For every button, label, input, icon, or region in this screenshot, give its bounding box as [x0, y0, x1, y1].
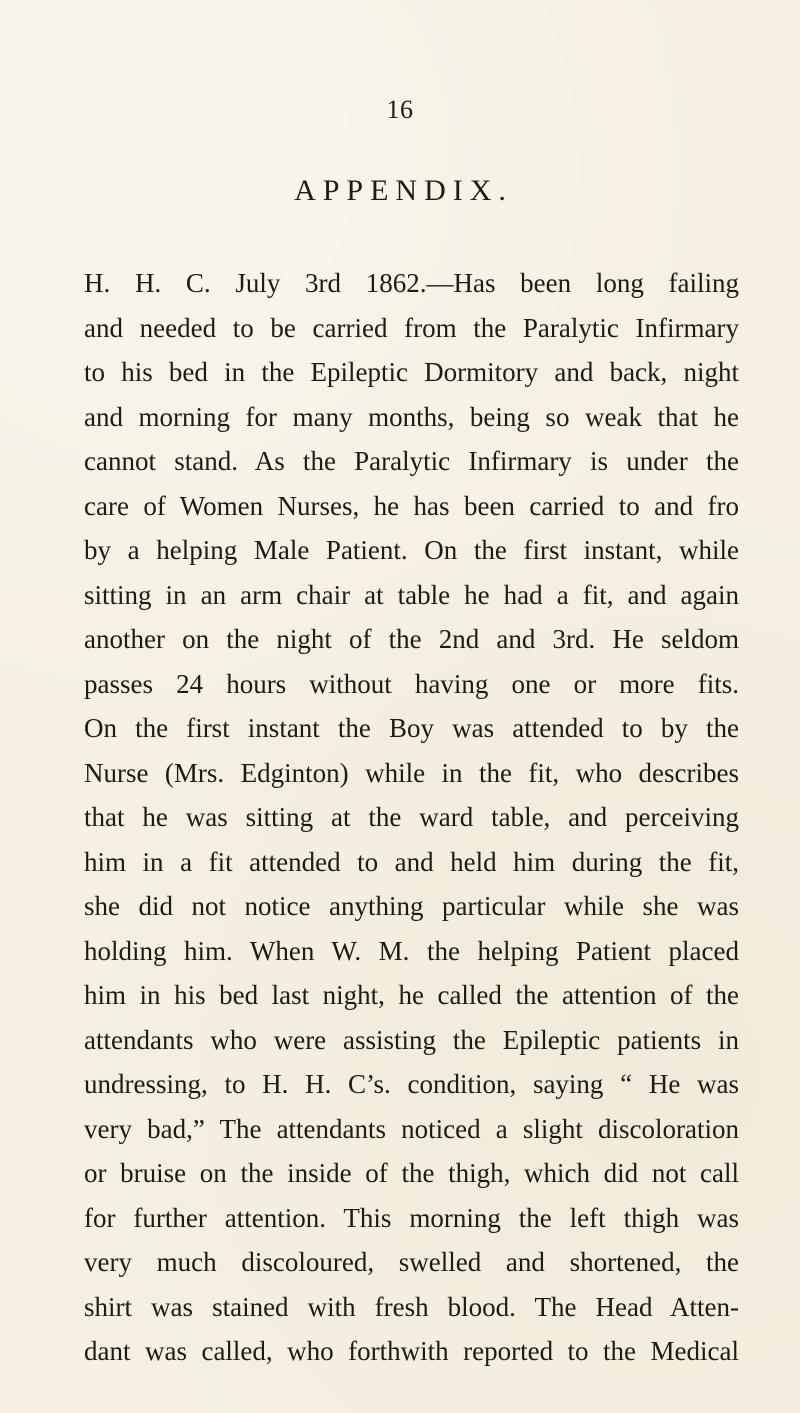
text-line: sitting in an arm chair at table he had a fit, and again: [84, 579, 739, 610]
text-line: cannot stand. As the Paralytic Infirmary is under the: [84, 446, 739, 476]
text-line: very much discoloured, swelled and shortened, the: [84, 1247, 739, 1277]
text-line: care of Women Nurses, he has been carried to and fro: [84, 490, 739, 521]
section-heading: APPENDIX.: [294, 174, 513, 207]
text-line: On the first instant the Boy was attended to by the: [84, 713, 739, 743]
text-line: him in a fit attended to and held him during the fit,: [84, 846, 739, 877]
text-line: and needed to be carried from the Paralytic Infirmary: [84, 312, 739, 343]
page-number: 16: [386, 95, 414, 124]
text-line: or bruise on the inside of the thigh, which did not call: [84, 1158, 739, 1188]
text-line: undressing, to H. H. C’s. condition, saying “ He was: [84, 1069, 739, 1099]
text-line: to his bed in the Epileptic Dormitory and back, night: [84, 357, 739, 387]
text-line: H. H. C. July 3rd 1862.—Has been long failing: [84, 268, 739, 298]
text-line: another on the night of the 2nd and 3rd. He seldom: [84, 624, 739, 654]
text-line: holding him. When W. M. the helping Patient placed: [84, 935, 739, 966]
text-line: Nurse (Mrs. Edginton) while in the fit, who describes: [84, 757, 739, 788]
text-line: for further attention. This morning the left thigh was: [84, 1202, 739, 1233]
text-line: she did not notice anything particular while she was: [84, 891, 739, 921]
body-paragraph: [84, 261, 739, 1374]
text-line: and morning for many months, being so weak that he: [84, 401, 739, 432]
text-line: passes 24 hours without having one or more fits.: [84, 668, 739, 699]
text-line: dant was called, who forthwith reported to the Medical: [84, 1336, 739, 1366]
text-line: very bad,” The attendants noticed a slight discoloration: [84, 1113, 739, 1144]
text-line: that he was sitting at the ward table, and perceiving: [84, 802, 739, 832]
text-line: by a helping Male Patient. On the first instant, while: [84, 535, 739, 565]
text-line: attendants who were assisting the Epileptic patients in: [84, 1024, 739, 1055]
text-line: him in his bed last night, he called the attention of the: [84, 980, 739, 1010]
text-line: shirt was stained with fresh blood. The Head Atten-: [84, 1291, 739, 1322]
